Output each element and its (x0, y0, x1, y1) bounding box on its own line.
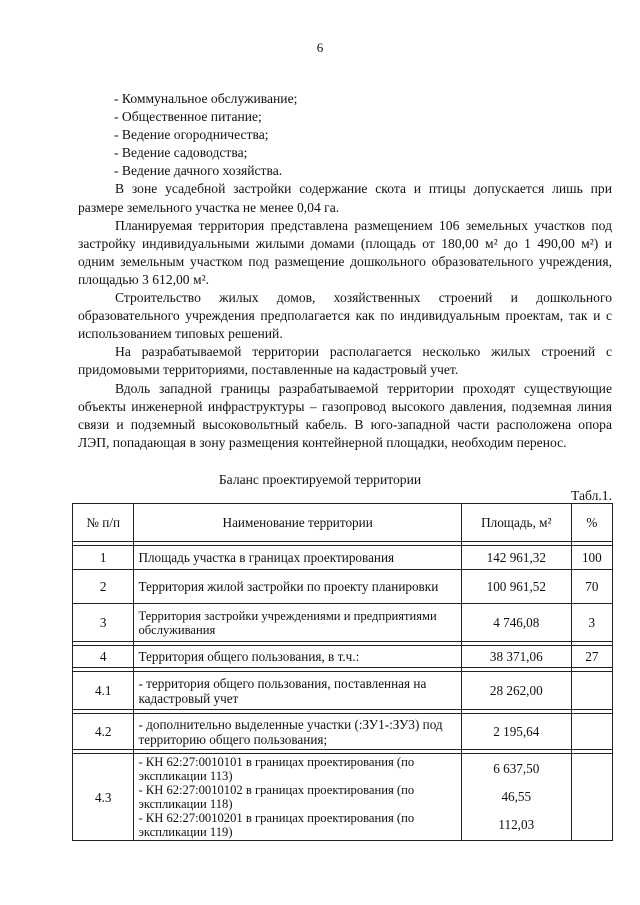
paragraph: Строительство жилых домов, хозяйственных строений и дошкольного образовательного учреждения предполагается как по индивидуальным проектам, так и с использованием типовых решений. (78, 290, 612, 342)
cell-percent (571, 714, 612, 750)
cell-name: - КН 62:27:0010201 в границах проектирования (по экспликации 119) (138, 811, 415, 839)
table-header-row (73, 504, 613, 542)
cell-area: 28 262,00 (461, 672, 571, 710)
cell-num: 4.2 (73, 714, 134, 750)
table-row (73, 570, 613, 604)
cell-num: 4 (73, 646, 134, 668)
header-num: № п/п (73, 504, 134, 542)
table-row (73, 754, 613, 841)
cell-name-list (134, 754, 461, 841)
table-label: Табл.1. (571, 488, 612, 503)
bullet-item: - Ведение огородничества; (114, 127, 269, 143)
table-row (73, 604, 613, 642)
cell-area: 112,03 (498, 817, 535, 832)
balance-table (72, 503, 613, 841)
cell-percent: 100 (571, 546, 612, 570)
table-row (73, 672, 613, 710)
cell-area: 100 961,52 (461, 570, 571, 604)
cell-percent: 27 (571, 646, 612, 668)
cell-num: 1 (73, 546, 134, 570)
cell-name: Территория общего пользования, в т.ч.: (134, 646, 461, 668)
cell-area: 2 195,64 (461, 714, 571, 750)
cell-percent (571, 754, 612, 841)
bullet-item: - Ведение дачного хозяйства. (114, 163, 283, 179)
cell-area: 142 961,32 (461, 546, 571, 570)
cell-num: 4.3 (73, 754, 134, 841)
cell-area: 6 637,50 (493, 761, 540, 776)
paragraph: Вдоль западной границы разрабатываемой территории проходят существующие объекты инженерной инфраструктуры – газопровод высокого давления, подземная линия связи и подземный высоковольтный кабель. В юго-западной части расположена опора ЛЭП, попадающая в зону размещения контейнерной площадки, необходим перенос. (78, 380, 612, 450)
bullet-item: - Ведение садоводства; (114, 145, 248, 161)
header-name: Наименование территории (134, 504, 461, 542)
cell-name: - КН 62:27:0010102 в границах проектирования (по экспликации 118) (138, 783, 415, 811)
cell-num: 3 (73, 604, 134, 642)
table-row (73, 646, 613, 668)
table-row (73, 546, 613, 570)
cell-name: Территория застройки учреждениями и предприятиями обслуживания (134, 604, 461, 642)
cell-name: Территория жилой застройки по проекту планировки (134, 570, 461, 604)
cell-name: - территория общего пользования, поставленная на кадастровый учет (134, 672, 461, 710)
paragraph: В зоне усадебной застройки содержание скота и птицы допускается лишь при размере земельного участка не менее 0,04 га. (78, 181, 612, 215)
cell-percent: 70 (571, 570, 612, 604)
cell-percent: 3 (571, 604, 612, 642)
paragraph: На разрабатываемой территории располагается несколько жилых строений с придомовыми территориями, поставленные на кадастровый учет. (78, 344, 612, 378)
cell-area: 38 371,06 (461, 646, 571, 668)
header-percent: % (571, 504, 612, 542)
cell-num: 4.1 (73, 672, 134, 710)
cell-percent (571, 672, 612, 710)
body-text (78, 90, 612, 452)
table-title: Баланс проектируемой территории (218, 472, 422, 487)
paragraph: Планируемая территория представлена размещением 106 земельных участков под застройку индивидуальными жилыми домами (площадь от 180,00 м² до 1 490,00 м²) и одним земельным участком под размещение дошкольного образовательного учреждения, площадью 3 612,00 м². (78, 217, 612, 287)
cell-name: - дополнительно выделенные участки (:ЗУ1-:ЗУ3) под территорию общего пользования; (134, 714, 461, 750)
cell-num: 2 (73, 570, 134, 604)
bullet-item: - Общественное питание; (114, 109, 262, 125)
cell-area-list (461, 754, 571, 841)
cell-area: 4 746,08 (461, 604, 571, 642)
bullet-item: - Коммунальное обслуживание; (114, 91, 298, 106)
header-area: Площадь, м² (461, 504, 571, 542)
table-row (73, 714, 613, 750)
page-number: 6 (316, 40, 324, 55)
cell-area: 46,55 (501, 789, 532, 804)
cell-name: - КН 62:27:0010101 в границах проектирования (по экспликации 113) (138, 755, 415, 783)
cell-name: Площадь участка в границах проектирования (134, 546, 461, 570)
